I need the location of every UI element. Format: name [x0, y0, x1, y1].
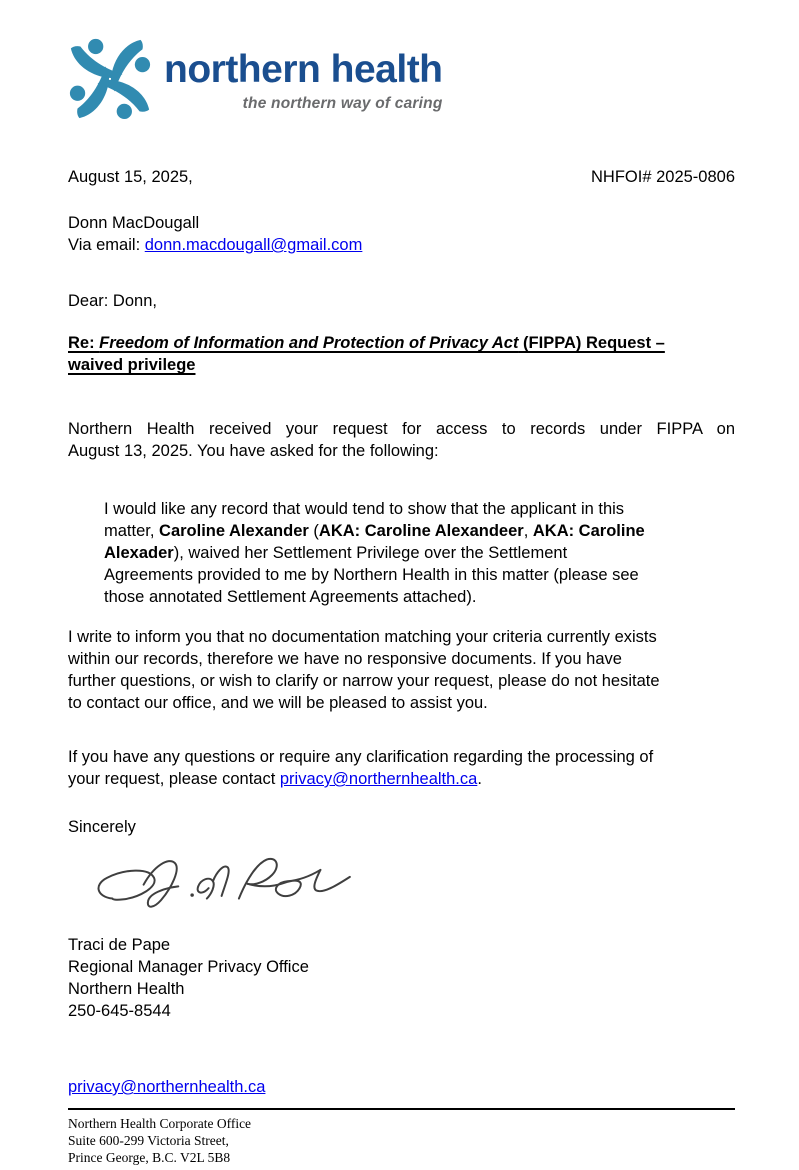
contact-line-1: If you have any questions or require any clarification regarding the processing of [68, 748, 654, 766]
quote-line-4: Agreements provided to me by Northern Health in this matter (please see [104, 566, 639, 584]
response-line-4: to contact our office, and we will be pleased to assist you. [68, 694, 488, 712]
quote-line-1: I would like any record that would tend to show that the applicant in this [104, 500, 625, 518]
signature-block [68, 934, 735, 1022]
recipient-email-line [68, 234, 735, 256]
northern-health-logo-icon [68, 34, 152, 122]
logo-tagline: the northern way of caring [242, 95, 443, 112]
footer-address-line-3: Prince George, B.C. V2L 5B8 [68, 1150, 231, 1165]
subject-line-2 [68, 354, 735, 376]
quote-aka-1: AKA: Caroline Alexandeer [318, 522, 524, 540]
footer-address-block [68, 1115, 735, 1166]
signer-name: Traci de Pape [68, 936, 171, 954]
subject-line-1 [68, 332, 735, 354]
request-quote-block [104, 498, 735, 608]
intro-paragraph [68, 418, 735, 462]
date-reference-row [68, 166, 735, 188]
signature-image [72, 850, 392, 928]
contact-paragraph [68, 746, 735, 790]
logo-wordmark: northern health [164, 48, 443, 91]
recipient-email-link[interactable]: donn.macdougall@gmail.com [144, 236, 363, 254]
privacy-email-link[interactable]: privacy@northernhealth.ca [279, 770, 478, 788]
contact-line-2-pre: your request, please contact [68, 770, 280, 788]
footer-address-line-1: Northern Health Corporate Office [68, 1116, 252, 1131]
via-email-label: Via email: [68, 236, 145, 254]
subject-prefix: Re: [68, 334, 100, 352]
subject-heading [68, 332, 735, 376]
letter-date: August 15, 2025, [68, 168, 193, 186]
quote-line-2-sep: , [523, 522, 533, 540]
quote-line-5: those annotated Settlement Agreements attached). [104, 588, 477, 606]
response-line-1: I write to inform you that no documentation matching your criteria currently exists [68, 628, 657, 646]
quote-aka-2-end: Alexader [104, 544, 174, 562]
salutation: Dear: Donn, [68, 292, 157, 310]
footer-email-line [68, 1076, 735, 1098]
subject-suffix: (FIPPA) Request – [518, 334, 665, 352]
response-line-2: within our records, therefore we have no responsive documents. If you have [68, 650, 622, 668]
footer-address-line-2: Suite 600-299 Victoria Street, [68, 1133, 229, 1148]
contact-line-2 [68, 768, 735, 790]
footer-divider [68, 1108, 735, 1110]
signer-org: Northern Health [68, 980, 185, 998]
intro-line-1: Northern Health received your request for access to records under FIPPA on [68, 420, 735, 438]
subject-act-title: Freedom of Information and Protection of Privacy Act [99, 334, 519, 352]
quote-applicant-name: Caroline Alexander [159, 522, 309, 540]
response-line-3: further questions, or wish to clarify or narrow your request, please do not hesitate [68, 672, 660, 690]
recipient-block [68, 212, 735, 256]
quote-line-2-pre: matter, [104, 522, 160, 540]
response-paragraph [68, 626, 735, 714]
closing-sincerely: Sincerely [68, 818, 136, 836]
contact-line-2-post: . [477, 770, 482, 788]
recipient-name: Donn MacDougall [68, 214, 200, 232]
quote-line-2 [104, 520, 735, 542]
quote-line-3 [104, 542, 735, 564]
subject-line-2-text: waived privilege [68, 356, 196, 374]
footer-privacy-email-link[interactable]: privacy@northernhealth.ca [68, 1078, 266, 1096]
foi-reference-number: NHFOI# 2025-0806 [591, 168, 735, 186]
northern-health-letterhead [68, 34, 735, 122]
intro-line-2: August 13, 2025. You have asked for the following: [68, 442, 439, 460]
quote-line-2-mid: ( [308, 522, 319, 540]
signer-title: Regional Manager Privacy Office [68, 958, 309, 976]
quote-line-3-rest: ), waived her Settlement Privilege over the Settlement [173, 544, 568, 562]
quote-aka-2-start: AKA: Caroline [532, 522, 645, 540]
logo-text-block [164, 50, 443, 115]
signer-phone: 250-645-8544 [68, 1002, 171, 1020]
